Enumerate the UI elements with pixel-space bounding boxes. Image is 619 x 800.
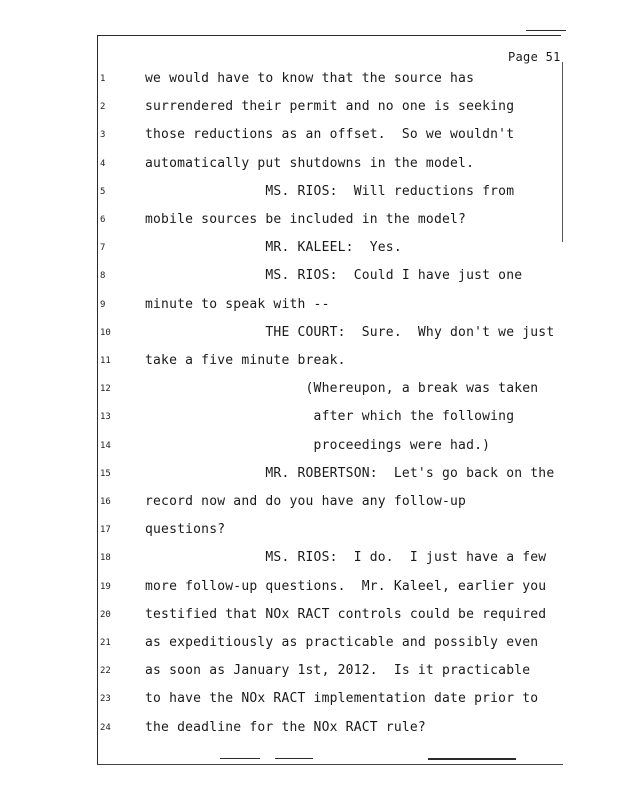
transcript-line: more follow-up questions. Mr. Kaleel, earlier you <box>145 578 547 594</box>
transcript-line: automatically put shutdowns in the model. <box>145 155 475 171</box>
left-border <box>97 35 98 765</box>
bottom-mark-3 <box>428 758 516 760</box>
line-number: 21 <box>100 638 111 648</box>
transcript-line: record now and do you have any follow-up <box>145 494 467 509</box>
transcript-line: mobile sources be included in the model? <box>145 212 467 227</box>
transcript-line: take a five minute break. <box>145 353 346 368</box>
line-number: 9 <box>100 299 106 310</box>
transcript-line: MR. KALEEL: Yes. <box>145 240 402 256</box>
transcript-line: (Whereupon, a break was taken <box>145 381 539 397</box>
transcript-line: THE COURT: Sure. Why don't we just <box>145 324 555 340</box>
bottom-mark-2 <box>275 758 313 759</box>
line-number: 5 <box>100 186 106 197</box>
line-number: 23 <box>100 694 111 705</box>
page-number: Page 51 <box>508 50 561 64</box>
line-number: 15 <box>100 468 111 479</box>
line-number: 13 <box>100 412 111 423</box>
transcript-line: after which the following <box>145 409 515 425</box>
bottom-border <box>97 764 563 765</box>
transcript-line: as soon as January 1st, 2012. Is it practicable <box>145 663 531 679</box>
line-number: 16 <box>100 497 111 507</box>
line-number: 6 <box>100 215 106 225</box>
line-number: 14 <box>100 440 111 451</box>
line-number: 24 <box>100 722 111 733</box>
transcript-line: MS. RIOS: I do. I just have a few <box>145 550 547 566</box>
line-number: 4 <box>100 158 106 169</box>
top-right-tab <box>526 30 566 31</box>
line-number: 18 <box>100 553 111 564</box>
right-border <box>562 62 563 242</box>
transcript-line: questions? <box>145 522 226 538</box>
transcript-line: minute to speak with -- <box>145 296 330 312</box>
transcript-line: proceedings were had.) <box>145 437 491 453</box>
transcript-line: MS. RIOS: Could I have just one <box>145 268 523 284</box>
top-border <box>97 35 561 36</box>
transcript-line: as expeditiously as practicable and possibly even <box>145 635 539 650</box>
line-number: 7 <box>100 243 106 254</box>
transcript-line: MR. ROBERTSON: Let's go back on the <box>145 465 555 481</box>
line-number: 2 <box>100 102 106 113</box>
line-number: 17 <box>100 525 111 536</box>
transcript-line: we would have to know that the source has <box>145 71 475 86</box>
bottom-mark-1 <box>220 758 260 759</box>
transcript-line: surrendered their permit and no one is seeking <box>145 99 515 115</box>
line-number: 3 <box>100 130 106 141</box>
line-number: 10 <box>100 327 111 338</box>
transcript-line: those reductions as an offset. So we wouldn't <box>145 127 515 143</box>
line-number: 22 <box>100 666 111 677</box>
line-number: 1 <box>100 74 106 84</box>
line-number: 12 <box>100 384 111 395</box>
line-number: 8 <box>100 271 106 282</box>
transcript-line: the deadline for the NOx RACT rule? <box>145 719 426 735</box>
transcript-line: MS. RIOS: Will reductions from <box>145 183 515 199</box>
transcript-line: testified that NOx RACT controls could be required <box>145 606 547 622</box>
line-number: 11 <box>100 356 111 366</box>
line-number: 19 <box>100 581 111 592</box>
transcript-line: to have the NOx RACT implementation date prior to <box>145 691 539 707</box>
line-number: 20 <box>100 609 111 620</box>
